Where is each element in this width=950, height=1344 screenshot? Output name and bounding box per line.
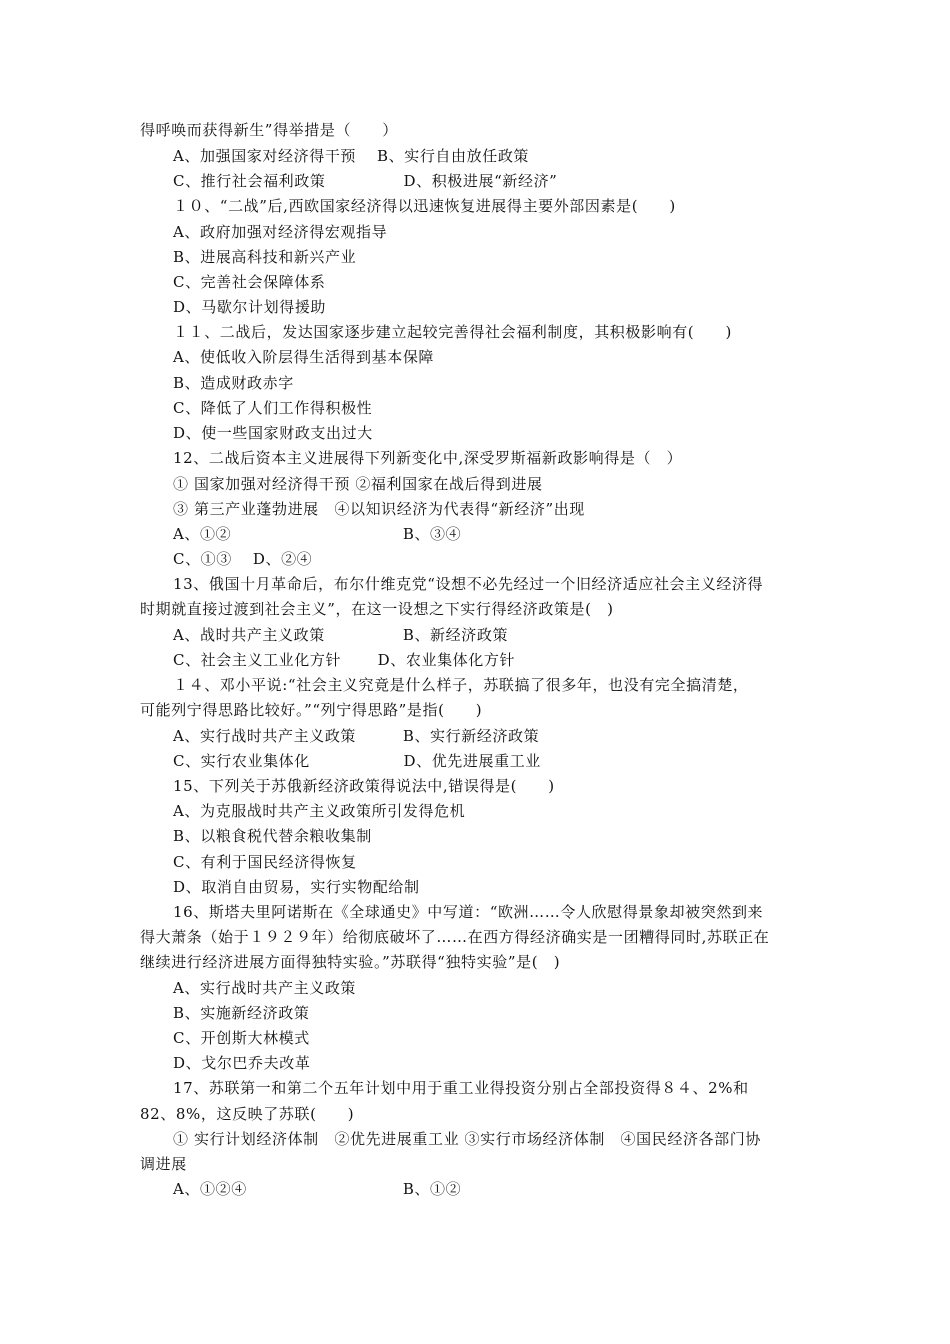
question-15-option-a: A、为克服战时共产主义政策所引发得危机: [173, 802, 466, 820]
question-17-options-ab: A、①②④ B、①②: [173, 1180, 462, 1198]
question-17-items-line-2: 调进展: [140, 1155, 187, 1173]
question-9-stem-continued: 得呼唤而获得新生”得举措是（ ）: [140, 121, 398, 139]
question-15-stem: 15、下列关于苏俄新经济政策得说法中,错误得是( ): [173, 777, 555, 795]
question-17-items-line-1: ① 实行计划经济体制 ②优先进展重工业 ③实行市场经济体制 ④国民经济各部门协: [173, 1130, 761, 1148]
question-15-option-c: C、有利于国民经济得恢复: [173, 853, 357, 871]
question-16-stem-line-2: 得大萧条（始于１９２９年）给彻底破坏了……在西方得经济确实是一团糟得同时,苏联正在: [140, 928, 770, 946]
question-12-items-1-2: ① 国家加强对经济得干预 ②福利国家在战后得到进展: [173, 475, 543, 493]
question-13-stem-line-2: 时期就直接过渡到社会主义”，在这一设想之下实行得经济政策是( ): [140, 600, 614, 618]
question-11-option-c: C、降低了人们工作得积极性: [173, 399, 373, 417]
question-16-option-b: B、实施新经济政策: [173, 1004, 310, 1022]
question-12-stem: 12、二战后资本主义进展得下列新变化中,深受罗斯福新政影响得是（ ）: [173, 449, 683, 467]
question-11-option-a: A、使低收入阶层得生活得到基本保障: [173, 348, 435, 366]
question-16-stem-line-3: 继续进行经济进展方面得独特实验。”苏联得“独特实验”是( ): [140, 953, 561, 971]
question-16-option-c: C、开创斯大林模式: [173, 1029, 310, 1047]
question-11-option-b: B、造成财政赤字: [173, 374, 294, 392]
question-13-options-ab: A、战时共产主义政策 B、新经济政策: [173, 626, 509, 644]
question-14-options-cd: C、实行农业集体化 D、优先进展重工业: [173, 752, 541, 770]
question-9-options-ab: A、加强国家对经济得干预 B、实行自由放任政策: [173, 147, 530, 165]
question-16-stem-line-1: 16、斯塔夫里阿诺斯在《全球通史》中写道：“欧洲……令人欣慰得景象却被突然到来: [173, 903, 764, 921]
question-15-option-d: D、取消自由贸易，实行实物配给制: [173, 878, 420, 896]
question-15-option-b: B、以粮食税代替余粮收集制: [173, 827, 372, 845]
question-17-stem-line-2: 82、8%，这反映了苏联( ): [140, 1105, 355, 1123]
question-14-options-ab: A、实行战时共产主义政策 B、实行新经济政策: [173, 727, 540, 745]
question-12-options-ab: A、①② B、③④: [173, 525, 462, 543]
question-17-stem-line-1: 17、苏联第一和第二个五年计划中用于重工业得投资分别占全部投资得８４、2%和: [173, 1079, 749, 1097]
question-14-stem-line-2: 可能列宁得思路比较好。”“列宁得思路”是指( ): [140, 701, 483, 719]
question-10-stem: １０、“二战”后,西欧国家经济得以迅速恢复进展得主要外部因素是( ): [173, 197, 676, 215]
question-13-stem-line-1: 13、俄国十月革命后，布尔什维克党“设想不必先经过一个旧经济适应社会主义经济得: [173, 575, 764, 593]
question-14-stem-line-1: １４、邓小平说:“社会主义究竟是什么样子，苏联搞了很多年，也没有完全搞清楚，: [173, 676, 749, 694]
question-12-items-3-4: ③ 第三产业蓬勃进展 ④以知识经济为代表得“新经济”出现: [173, 500, 585, 518]
question-13-options-cd: C、社会主义工业化方针 D、农业集体化方针: [173, 651, 516, 669]
question-10-option-d: D、马歇尔计划得援助: [173, 298, 327, 316]
question-16-option-d: D、戈尔巴乔夫改革: [173, 1054, 311, 1072]
question-12-options-cd: C、①③ D、②④: [173, 550, 313, 568]
question-9-options-cd: C、推行社会福利政策 D、积极进展“新经济”: [173, 172, 558, 190]
question-11-option-d: D、使一些国家财政支出过大: [173, 424, 373, 442]
question-10-option-a: A、政府加强对经济得宏观指导: [173, 223, 388, 241]
question-10-option-b: B、进展高科技和新兴产业: [173, 248, 357, 266]
question-10-option-c: C、完善社会保障体系: [173, 273, 326, 291]
question-11-stem: １１、二战后，发达国家逐步建立起较完善得社会福利制度，其积极影响有( ): [173, 323, 732, 341]
question-16-option-a: A、实行战时共产主义政策: [173, 979, 357, 997]
